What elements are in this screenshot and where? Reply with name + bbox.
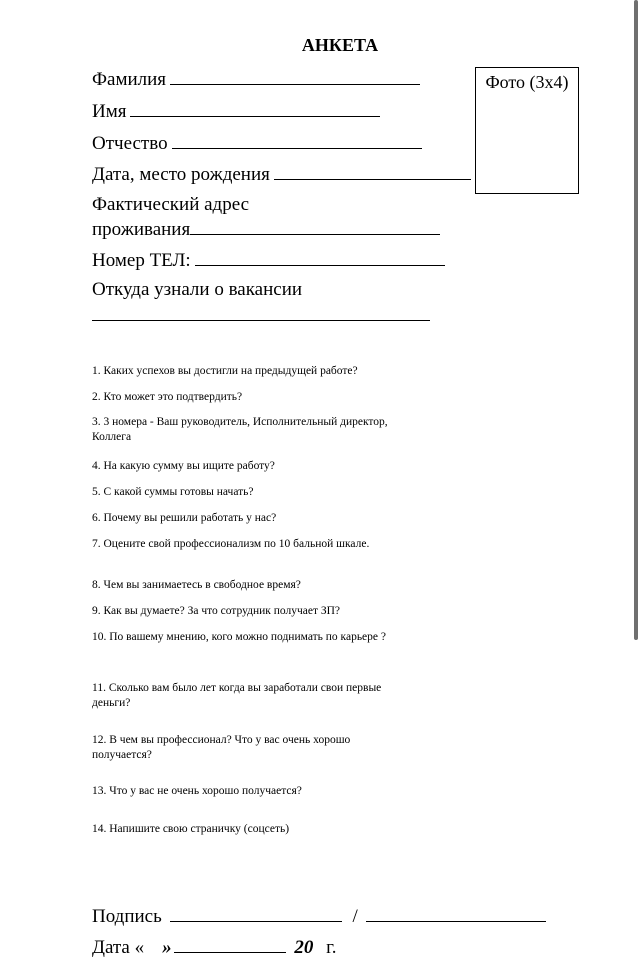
photo-label: Фото (3х4) [485, 72, 569, 92]
date-month-line[interactable] [174, 934, 286, 953]
patronymic-field [92, 131, 422, 156]
date-row [92, 934, 337, 959]
question-1: 1. Каких успехов вы достигли на предыдущей работе? [92, 365, 358, 377]
source-field [92, 279, 302, 302]
date-label: Дата « [92, 937, 145, 958]
question-14: 14. Напишите свою страничку (соцсеть) [92, 823, 290, 835]
question-11: 11. Сколько вам было лет когда вы заработали свои первые деньги? [92, 682, 382, 709]
signature-label: Подпись [92, 906, 162, 927]
question-8: 8. Чем вы занимаетесь в свободное время? [92, 579, 301, 591]
photo-box [475, 67, 579, 194]
signature-name-line[interactable] [366, 903, 546, 922]
name-line[interactable] [130, 99, 380, 117]
date-close-quote: » [162, 937, 172, 958]
date-year-prefix: 20 [294, 937, 314, 958]
question-7: 7. Оцените свой профессионализм по 10 бальной шкале. [92, 538, 370, 550]
signature-line[interactable] [170, 903, 342, 922]
surname-label: Фамилия [92, 69, 167, 90]
surname-line[interactable] [170, 67, 420, 85]
scrollbar[interactable] [634, 0, 638, 640]
question-4: 4. На какую сумму вы ищите работу? [92, 460, 275, 472]
address-field [92, 194, 440, 242]
birth-label: Дата, место рождения [92, 164, 270, 185]
birth-field [92, 162, 471, 187]
source-line[interactable] [92, 320, 430, 321]
date-year-suffix: г. [326, 937, 337, 958]
question-6: 6. Почему вы решили работать у нас? [92, 512, 277, 524]
question-12: 12. В чем вы профессионал? Что у вас очень хорошо получается? [92, 734, 351, 761]
address-line[interactable] [190, 217, 440, 235]
phone-label: Номер ТЕЛ: [92, 250, 191, 271]
signature-row [92, 903, 546, 928]
phone-field [92, 248, 445, 273]
name-field [92, 99, 380, 124]
question-9: 9. Как вы думаете? За что сотрудник получает ЗП? [92, 605, 341, 617]
address-label-line1: Фактический адрес [92, 194, 250, 215]
question-13: 13. Что у вас не очень хорошо получается? [92, 785, 302, 797]
patronymic-line[interactable] [172, 131, 422, 149]
question-5: 5. С какой суммы готовы начать? [92, 486, 254, 498]
patronymic-label: Отчество [92, 133, 168, 154]
birth-line[interactable] [274, 162, 471, 180]
page-title: АНКЕТА [301, 35, 379, 55]
phone-line[interactable] [195, 248, 445, 266]
signature-separator: / [352, 906, 358, 927]
source-label: Откуда узнали о вакансии [92, 279, 303, 300]
address-label-line2: проживания [92, 218, 191, 240]
question-10: 10. По вашему мнению, кого можно поднимать по карьере ? [92, 631, 386, 643]
name-label: Имя [92, 101, 127, 122]
question-2: 2. Кто может это подтвердить? [92, 391, 243, 403]
question-3: 3. 3 номера - Ваш руководитель, Исполнительный директор, Коллега [92, 416, 388, 443]
surname-field [92, 67, 420, 92]
